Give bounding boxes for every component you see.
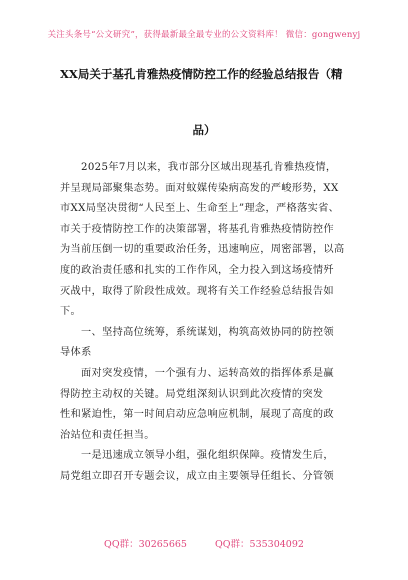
footer-contact — [0, 536, 408, 550]
body-line: 市关于疫情防控工作的决策部署，将基孔肯雅热疫情防控作 — [60, 223, 334, 235]
header-banner: 关注头条号“公文研究”，获得最新最全最专业的公文资料库！ 微信：gongwenyj — [47, 30, 361, 40]
section-heading-continued: 导体系 — [60, 347, 92, 359]
body-line: 性和紧迫性，第一时间启动应急响应机制，展现了高度的政 — [60, 409, 334, 421]
section-heading: 一、坚持高位统筹，系统谋划，构筑高效协同的防控领 — [81, 326, 334, 338]
body-line: 治站位和责任担当。 — [60, 429, 155, 441]
body-line: 一是迅速成立领导小组，强化组织保障。疫情发生后， — [81, 450, 334, 462]
document-body — [60, 158, 350, 488]
body-line: 局党组立即召开专题会议，成立由主要领导任组长、分管领 — [60, 470, 334, 482]
body-line: 下。 — [60, 306, 82, 318]
body-line: 得防控主动权的关键。局党组深刻认识到此次疫情的突发 — [60, 388, 324, 400]
document-title-continued: 品） — [192, 123, 216, 137]
body-line: 并呈现局部聚集态势。面对蚊媒传染病高发的严峻形势，XX — [60, 182, 339, 194]
footer-qq-group-2: QQ群：535304092 — [214, 539, 304, 550]
body-line: 2025年7月以来，我市部分区域出现基孔肯雅热疫情， — [81, 162, 337, 173]
body-line: 面对突发疫情，一个强有力、运转高效的指挥体系是赢 — [81, 367, 334, 379]
body-line: 市XX局坚决贯彻“人民至上、生命至上”理念，严格落实省、 — [60, 203, 340, 215]
body-line: 度的政治责任感和扎实的工作作风，全力投入到这场疫情歼 — [60, 264, 334, 276]
body-line: 为当前压倒一切的重要政治任务，迅速响应，周密部署，以高 — [60, 244, 345, 256]
body-line: 灭战中，取得了阶段性成效。现将有关工作经验总结报告如 — [60, 285, 334, 297]
document-title: XX局关于基孔肯雅热疫情防控工作的经验总结报告（精 — [60, 67, 343, 81]
footer-qq-group-1: QQ群：30265665 — [104, 539, 187, 550]
